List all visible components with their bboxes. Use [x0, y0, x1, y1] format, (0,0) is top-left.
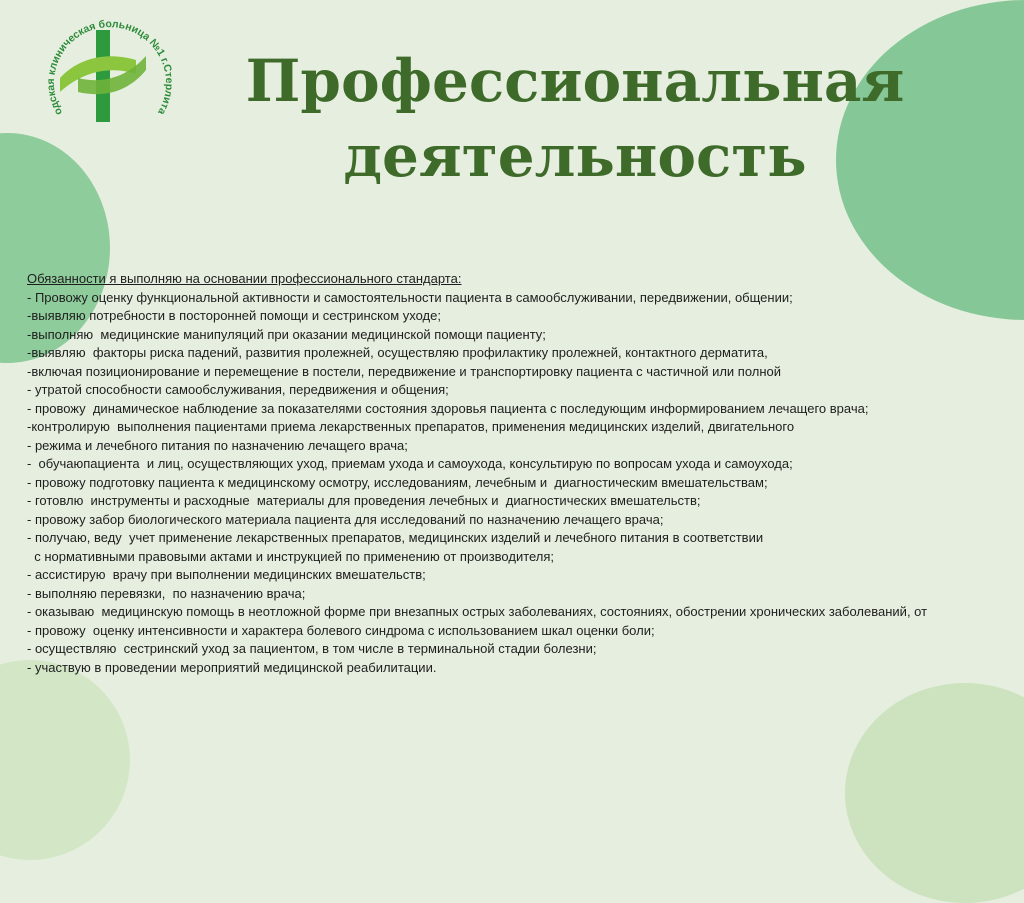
duty-line: - обучаюпациента и лиц, осуществляющих уход, приемам ухода и самоухода, консультирую по вопросам ухода и самоухода;	[27, 456, 793, 471]
decor-circle-bottom-left	[0, 660, 130, 860]
duty-line: - провожу оценку интенсивности и характера болевого синдрома с использованием шкал оценки боли;	[27, 622, 655, 638]
duty-line: - ассистирую врачу при выполнении медицинских вмешательств;	[27, 567, 426, 582]
duties-intro: Обязанности я выполняю на основании профессионального стандарта:	[27, 271, 462, 286]
duty-line: - осуществляю сестринский уход за пациентом, в том числе в терминальной стадии болезни;	[27, 641, 597, 656]
logo-cross-bar	[96, 30, 110, 122]
duty-line: - режима и лечебного питания по назначению лечащего врача;	[27, 437, 408, 453]
duty-line: - готовлю инструменты и расходные материалы для проведения лечебных и диагностических вмешательств;	[27, 493, 701, 508]
duty-line: с нормативными правовыми актами и инструкцией по применению от производителя;	[27, 548, 555, 564]
duties-text-block	[27, 270, 1024, 677]
page-title-line-2: деятельность	[343, 122, 807, 190]
hospital-logo-graphic	[40, 8, 178, 138]
decor-circle-bottom-right	[845, 683, 1024, 903]
duty-line: - участвую в проведении мероприятий медицинской реабилитации.	[27, 659, 437, 675]
duty-line: - выполняю перевязки, по назначению врача;	[27, 585, 306, 601]
duty-line: - получаю, веду учет применение лекарственных препаратов, медицинских изделий и лечебного питания в соответствии	[27, 530, 764, 545]
duty-line: - провожу подготовку пациента к медицинскому осмотру, исследованиям, лечебным и диагностическим вмешательствам;	[27, 474, 768, 490]
hospital-logo	[40, 8, 178, 138]
duty-line: - Провожу оценку функциональной активности и самостоятельности пациента в самообслуживании, передвижении, общении;	[27, 289, 793, 305]
logo-ring-text: одская клиническая больница №1 г.Стерлита	[44, 18, 176, 118]
duty-line: - утратой способности самообслуживания, передвижения и общения;	[27, 382, 449, 397]
page-title	[230, 44, 920, 194]
duty-line: -выполняю медицинские манипуляций при оказании медицинской помощи пациенту;	[27, 326, 546, 342]
duty-line: - провожу динамическое наблюдение за показателями состояния здоровья пациента с последующим информированием лечащего врача;	[27, 400, 869, 416]
duty-line: - оказываю медицинскую помощь в неотложной форме при внезапных острых заболеваниях, состояниях, обострении хронических заболеваний, от	[27, 604, 928, 619]
duty-line: -выявляю потребности в посторонней помощи и сестринском уходе;	[27, 308, 441, 323]
page-title-line-1: Профессиональная	[245, 47, 905, 115]
duties-list	[27, 289, 1024, 678]
duty-line: -выявляю факторы риска падений, развития пролежней, осуществляю профилактику пролежней, контактного дерматита,	[27, 345, 768, 360]
duty-line: -включая позиционирование и перемещение в постели, передвижение и транспортировку пациента с частичной или полной	[27, 363, 782, 379]
duty-line: -контролирую выполнения пациентами приема лекарственных препаратов, применения медицинских изделий, двигательного	[27, 419, 795, 434]
duty-line: - провожу забор биологического материала пациента для исследований по назначению лечащего врача;	[27, 511, 664, 527]
